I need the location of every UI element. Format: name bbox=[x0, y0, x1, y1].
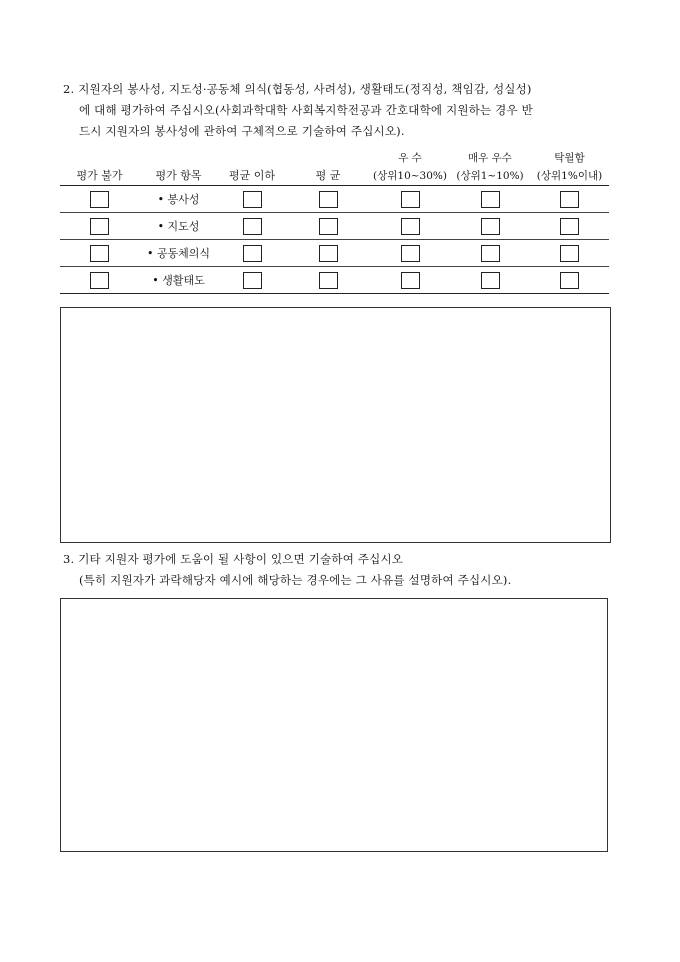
section-2-answer-box bbox=[60, 307, 611, 543]
section-2-line-1: 2. 지원자의 봉사성, 지도성·공동체 의식(협동성, 사려성), 생활태도(정직성, 책임감, 성실성) bbox=[63, 82, 532, 96]
not-evaluable-checkbox[interactable] bbox=[90, 272, 109, 289]
section-3-line-1: 3. 기타 지원자 평가에 도움이 될 사항이 있으면 기술하여 주십시오 bbox=[63, 552, 404, 566]
average-checkbox[interactable] bbox=[319, 218, 338, 235]
good-checkbox[interactable] bbox=[401, 272, 420, 289]
header-below-average: 평균 이하 bbox=[228, 169, 275, 182]
header-good-sub: (상위10~30%) bbox=[373, 170, 447, 182]
average-checkbox[interactable] bbox=[319, 272, 338, 289]
header-very-good bbox=[450, 149, 530, 186]
very-good-checkbox[interactable] bbox=[481, 218, 500, 235]
header-excellent-sub: (상위1%이내) bbox=[536, 170, 603, 182]
header-good-label: 우 수 bbox=[398, 152, 422, 164]
item-label: • 생활태도 bbox=[152, 274, 205, 287]
section-3-question bbox=[63, 549, 511, 591]
section-2-question bbox=[63, 79, 533, 142]
header-good bbox=[370, 149, 450, 186]
excellent-checkbox[interactable] bbox=[560, 245, 579, 262]
average-checkbox[interactable] bbox=[319, 191, 338, 208]
below-average-checkbox[interactable] bbox=[243, 272, 262, 289]
very-good-checkbox[interactable] bbox=[481, 191, 500, 208]
good-checkbox[interactable] bbox=[401, 245, 420, 262]
section-2-line-3: 드시 지원자의 봉사성에 관하여 구체적으로 기술하여 주십시오). bbox=[79, 124, 405, 138]
section-2-answer-input[interactable] bbox=[61, 308, 610, 542]
good-checkbox[interactable] bbox=[401, 191, 420, 208]
not-evaluable-checkbox[interactable] bbox=[90, 191, 109, 208]
below-average-checkbox[interactable] bbox=[243, 218, 262, 235]
section-3-answer-box bbox=[60, 598, 608, 852]
table-header-row bbox=[60, 149, 609, 186]
not-evaluable-checkbox[interactable] bbox=[90, 245, 109, 262]
header-very-good-sub: (상위1~10%) bbox=[456, 170, 524, 182]
item-label: • 지도성 bbox=[157, 220, 200, 233]
very-good-checkbox[interactable] bbox=[481, 272, 500, 289]
table-row bbox=[60, 267, 609, 294]
item-label: • 공동체의식 bbox=[146, 247, 211, 260]
header-excellent bbox=[530, 149, 609, 186]
excellent-checkbox[interactable] bbox=[560, 272, 579, 289]
section-2-line-2: 에 대해 평가하여 주십시오(사회과학대학 사회복지학전공과 간호대학에 지원하는 경우 반 bbox=[79, 103, 533, 117]
table-row bbox=[60, 240, 609, 267]
header-item: 평가 항목 bbox=[155, 169, 202, 182]
evaluation-table bbox=[60, 149, 609, 294]
below-average-checkbox[interactable] bbox=[243, 191, 262, 208]
excellent-checkbox[interactable] bbox=[560, 191, 579, 208]
item-label: • 봉사성 bbox=[157, 193, 200, 206]
section-3-line-2: (특히 지원자가 과락해당자 예시에 해당하는 경우에는 그 사유를 설명하여 주십시오). bbox=[79, 573, 512, 587]
header-average: 평 균 bbox=[315, 169, 341, 182]
section-3-answer-input[interactable] bbox=[61, 599, 607, 851]
table-row bbox=[60, 213, 609, 240]
header-very-good-label: 매우 우수 bbox=[468, 152, 512, 164]
average-checkbox[interactable] bbox=[319, 245, 338, 262]
table-row bbox=[60, 186, 609, 213]
header-not-evaluable: 평가 불가 bbox=[76, 169, 123, 182]
very-good-checkbox[interactable] bbox=[481, 245, 500, 262]
below-average-checkbox[interactable] bbox=[243, 245, 262, 262]
header-excellent-label: 탁월함 bbox=[554, 152, 585, 164]
excellent-checkbox[interactable] bbox=[560, 218, 579, 235]
not-evaluable-checkbox[interactable] bbox=[90, 218, 109, 235]
good-checkbox[interactable] bbox=[401, 218, 420, 235]
